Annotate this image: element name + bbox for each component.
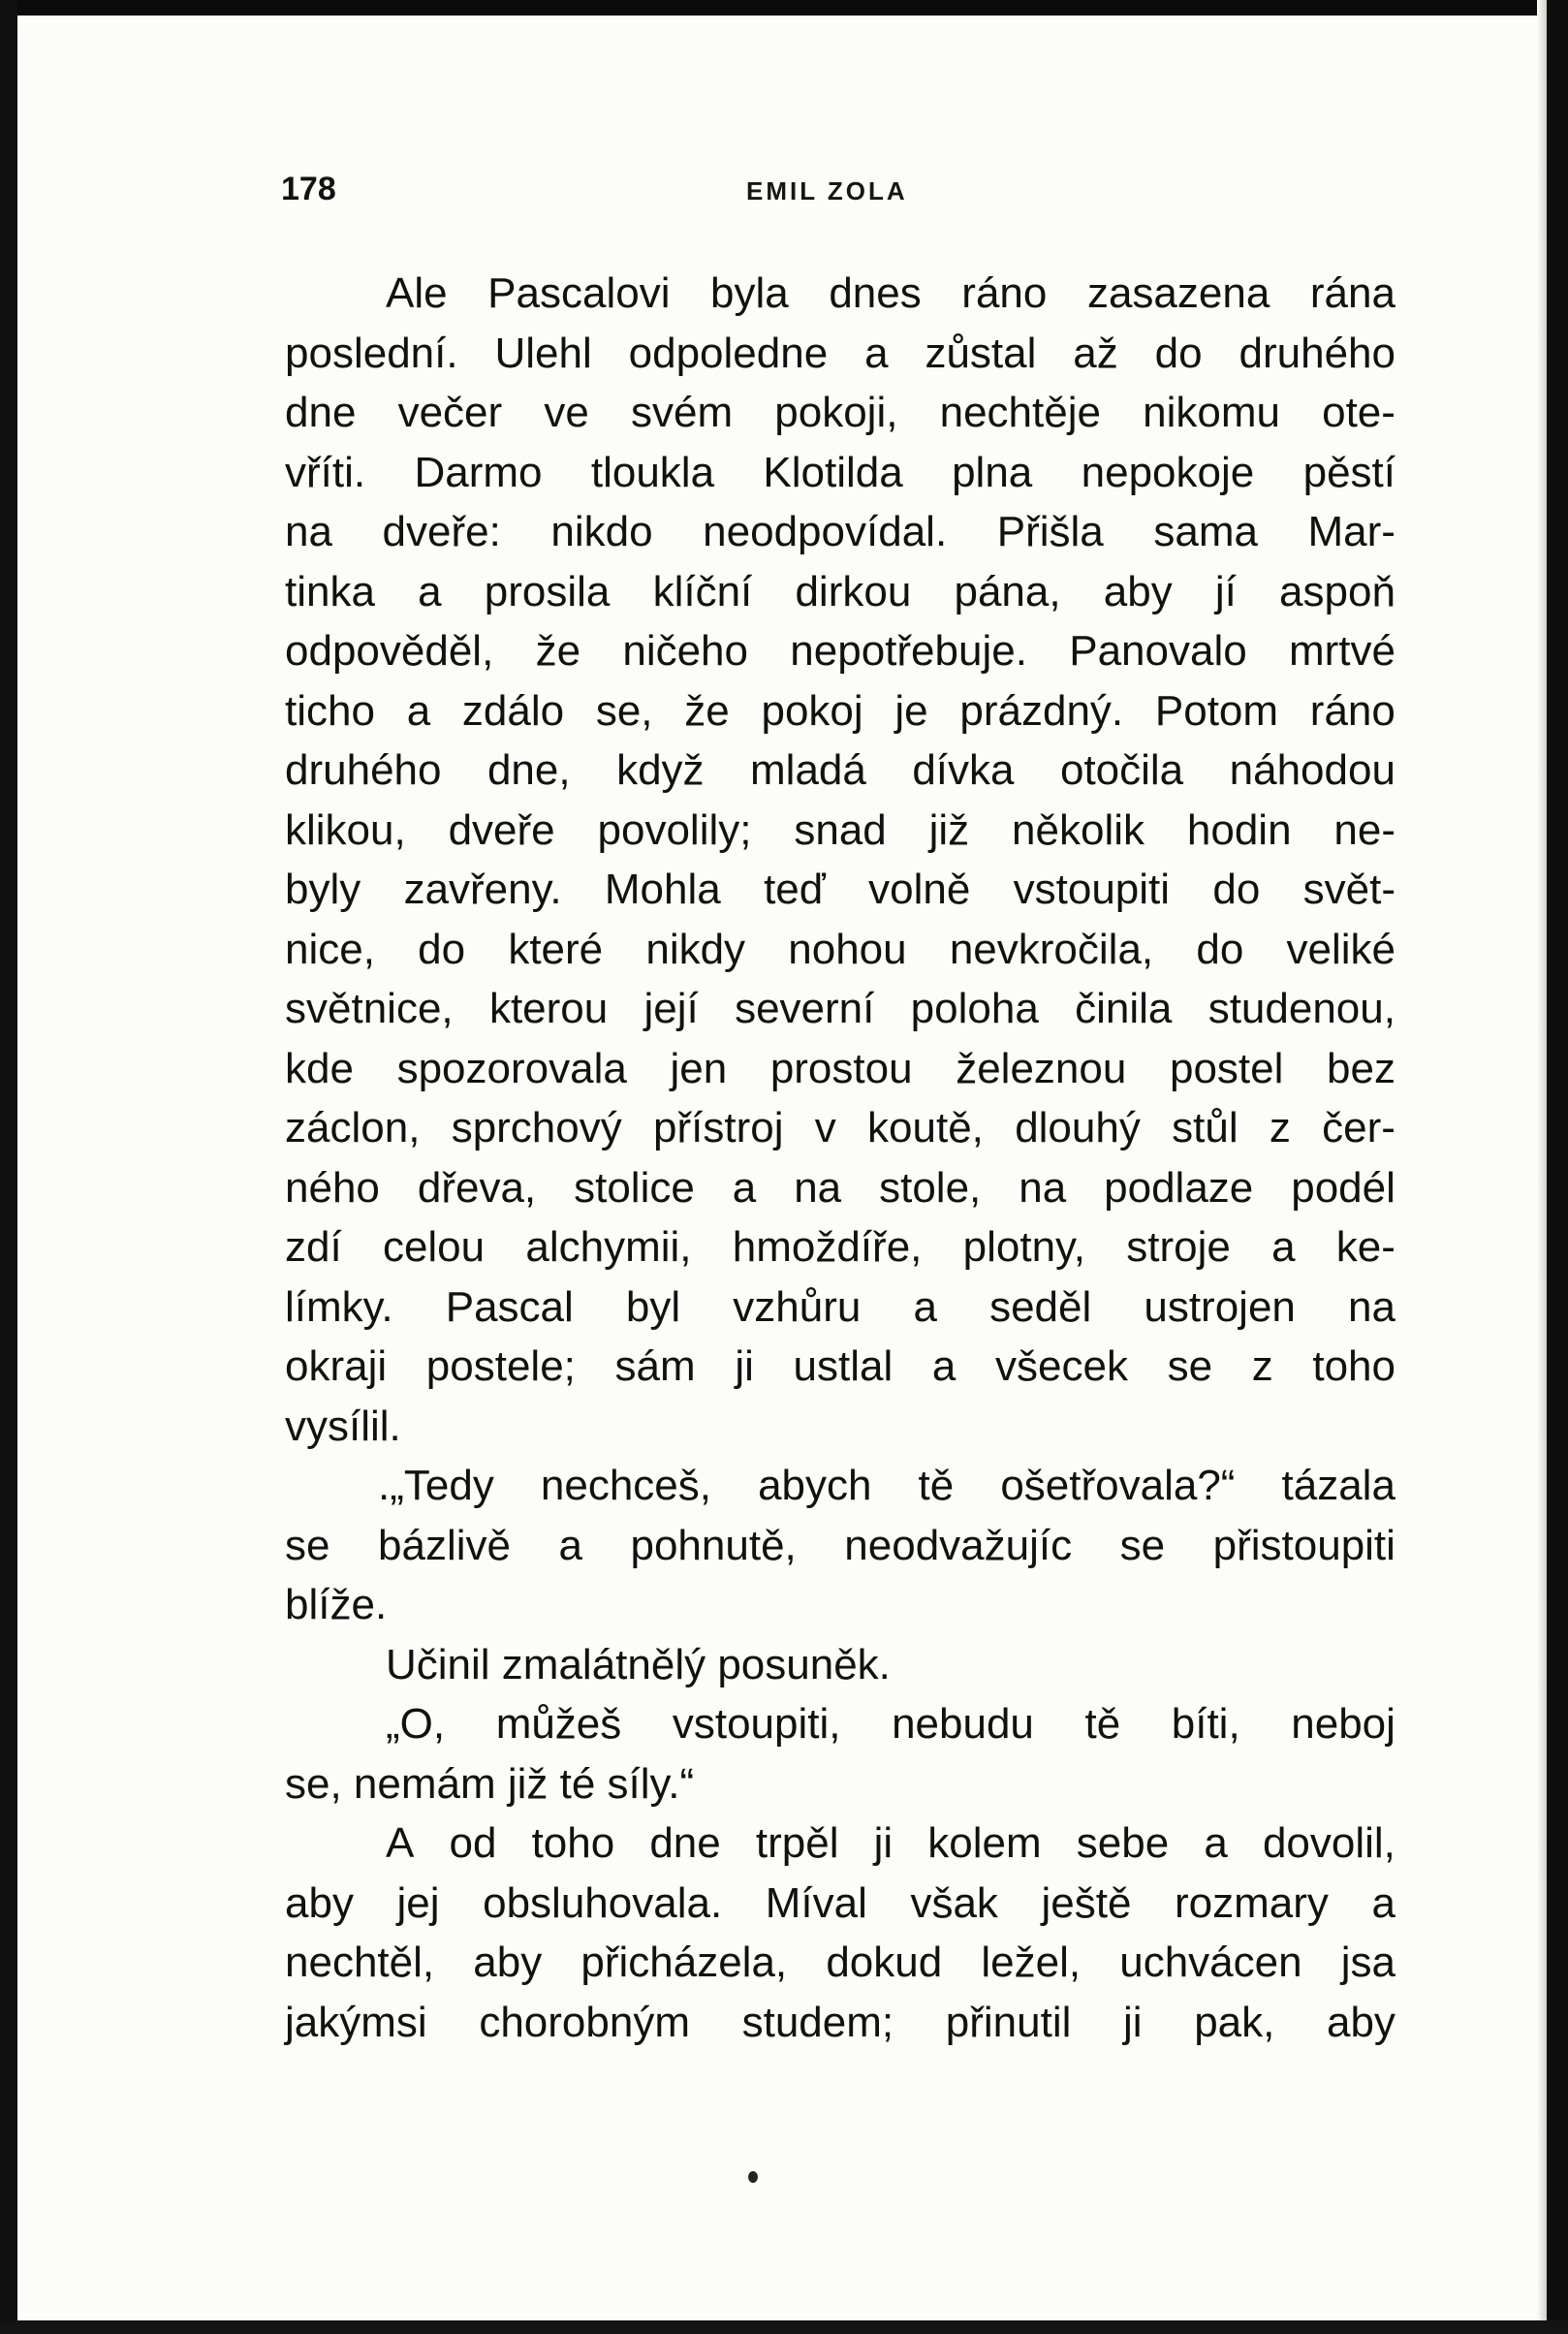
running-head: EMIL ZOLA	[746, 176, 908, 205]
page-edge-shadow	[1537, 0, 1547, 2334]
scan-border-right	[1547, 0, 1568, 2334]
text-line: odpověděl, že ničeho nepotřebuje. Panovalo mrtvé	[285, 627, 1396, 675]
text-line: dne večer ve svém pokoji, nechtěje nikomu ote-	[285, 389, 1396, 436]
print-speck	[748, 2171, 758, 2183]
text-line: na dveře: nikdo neodpovídal. Přišla sama Mar-	[285, 508, 1396, 555]
text-line: světnice, kterou její severní poloha činila studenou,	[285, 985, 1396, 1032]
page-number: 178	[281, 171, 336, 207]
text-line: vysílil.	[285, 1402, 401, 1450]
text-line: vříti. Darmo tloukla Klotilda plna nepokoje pěstí	[285, 448, 1396, 496]
text-line: „O, můžeš vstoupiti, nebudu tě bíti, neboj	[386, 1700, 1396, 1748]
text-line: Ale Pascalovi byla dnes ráno zasazena rána	[386, 269, 1396, 317]
text-line: tinka a prosila klíční dirkou pána, aby jí aspoň	[285, 567, 1396, 615]
body-text	[285, 264, 1396, 2052]
page-header	[281, 163, 1386, 221]
text-line: nice, do které nikdy nohou nevkročila, do veliké	[285, 925, 1396, 973]
text-line: záclon, sprchový přístroj v koutě, dlouhý stůl z čer-	[285, 1104, 1396, 1151]
text-line: okraji postele; sám ji ustlal a všecek se z toho	[285, 1342, 1396, 1390]
text-line: .„Tedy nechceš, abych tě ošetřovala?“ tázala	[378, 1462, 1396, 1509]
text-line: se, nemám již té síly.“	[285, 1759, 695, 1808]
text-line: aby jej obsluhovala. Míval však ještě rozmary a	[285, 1878, 1396, 1927]
text-line: ného dřeva, stolice a na stole, na podlaze podél	[285, 1163, 1396, 1212]
text-line: ticho a zdálo se, že pokoj je prázdný. Potom ráno	[285, 686, 1396, 735]
text-line: se bázlivě a pohnutě, neodvažujíc se přistoupiti	[285, 1521, 1396, 1569]
text-line: klikou, dveře povolily; snad již několik hodin ne-	[285, 805, 1396, 854]
text-line: jakýmsi chorobným studem; přinutil ji pak, aby	[285, 1998, 1396, 2046]
scan-border-left	[0, 0, 17, 2334]
text-line: Učinil zmalátnělý posuněk.	[386, 1640, 891, 1688]
text-line: A od toho dne trpěl ji kolem sebe a dovolil,	[386, 1819, 1396, 1867]
text-line: nechtěl, aby přicházela, dokud ležel, uchvácen jsa	[285, 1939, 1396, 1986]
scan-border-bottom	[0, 2320, 1568, 2334]
text-line: zdí celou alchymii, hmoždíře, plotny, stroje a ke-	[285, 1223, 1396, 1271]
text-line: blíže.	[285, 1581, 388, 1628]
scan-border-top	[0, 0, 1568, 16]
text-line: kde spozorovala jen prostou železnou postel bez	[285, 1044, 1396, 1092]
text-line: poslední. Ulehl odpoledne a zůstal až do druhého	[285, 329, 1396, 377]
text-line: byly zavřeny. Mohla teď volně vstoupiti do svět-	[285, 866, 1396, 913]
text-line: límky. Pascal byl vzhůru a seděl ustrojen na	[285, 1282, 1396, 1331]
text-line: druhého dne, když mladá dívka otočila náhodou	[285, 746, 1396, 794]
